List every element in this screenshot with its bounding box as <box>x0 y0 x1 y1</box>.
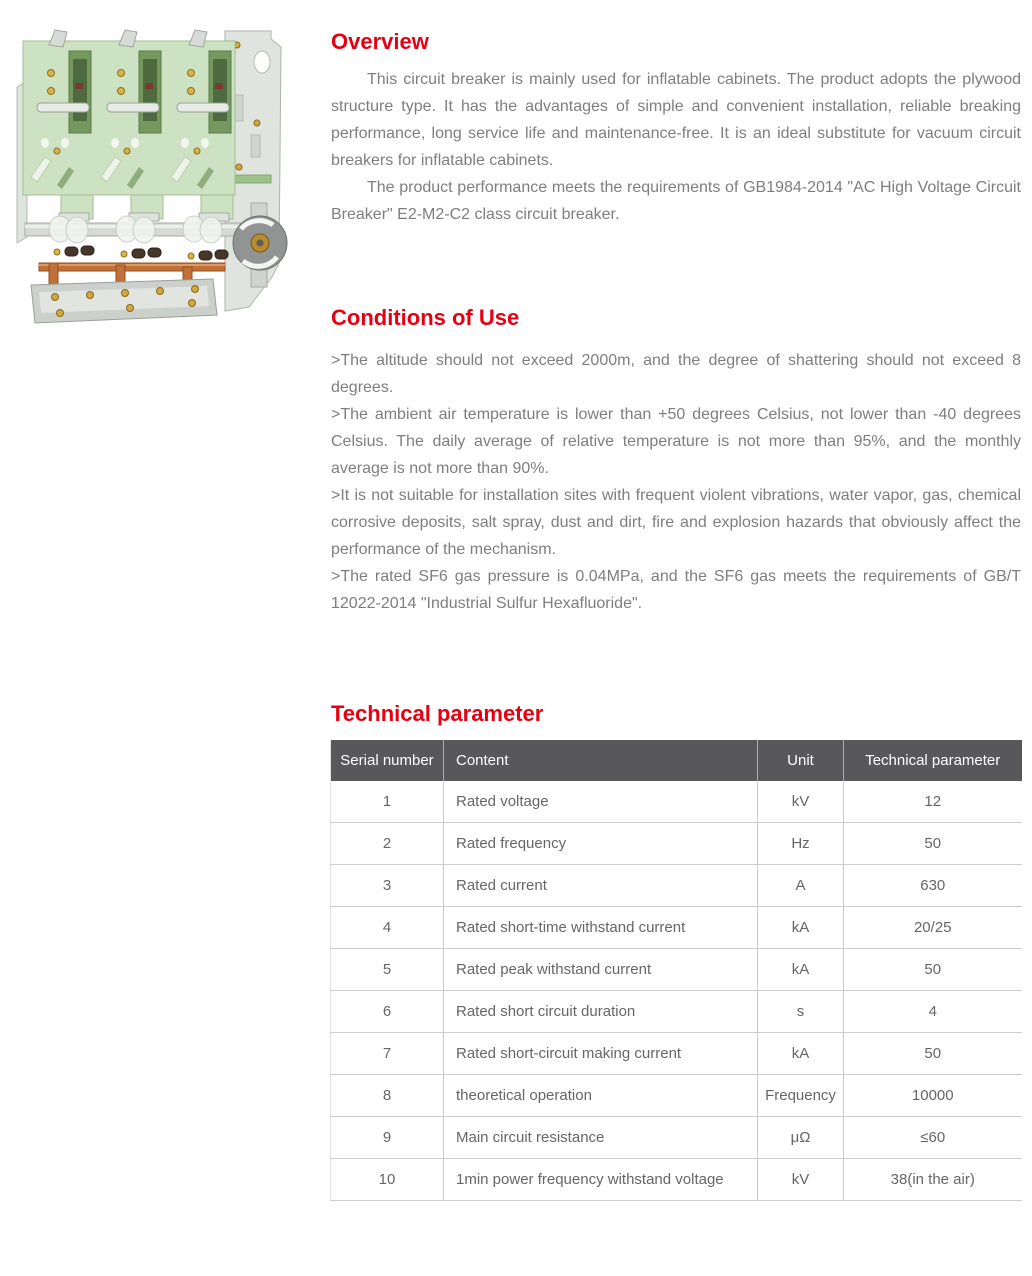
cell-serial: 5 <box>331 949 444 991</box>
overview-heading: Overview <box>331 29 429 54</box>
condition-item: >It is not suitable for installation sites with frequent violent vibrations, water vapor, gas, chemical corrosive deposits, salt spray, dust and dirt, fire and explosion hazards that obviously affect the performance of the mechanism. <box>331 487 1021 558</box>
table-row <box>331 1117 1022 1159</box>
table-row <box>331 865 1022 907</box>
cell-content: Rated short-time withstand current <box>444 907 758 949</box>
table-row <box>331 781 1022 823</box>
table-row <box>331 1159 1022 1201</box>
cell-serial: 8 <box>331 1075 444 1117</box>
cell-serial: 1 <box>331 781 444 823</box>
cell-unit: s <box>758 991 844 1033</box>
cell-parameter: 4 <box>844 991 1022 1033</box>
cell-serial: 7 <box>331 1033 444 1075</box>
cell-unit: kA <box>758 949 844 991</box>
overview-paragraph: This circuit breaker is mainly used for inflatable cabinets. The product adopts the plywood structure type. It has the advantages of simple and convenient installation, reliable breaking performance, long service life and maintenance-free. It is an ideal substitute for vacuum circuit breakers for inflatable cabinets. <box>331 71 1021 169</box>
cell-serial: 4 <box>331 907 444 949</box>
cell-content: Rated frequency <box>444 823 758 865</box>
cell-unit: kV <box>758 781 844 823</box>
product-image <box>13 25 290 330</box>
cell-parameter: 38(in the air) <box>844 1159 1022 1201</box>
base-rail <box>31 279 217 323</box>
cell-parameter: 50 <box>844 1033 1022 1075</box>
cell-content: 1min power frequency withstand voltage <box>444 1159 758 1201</box>
cell-unit: A <box>758 865 844 907</box>
table-row <box>331 907 1022 949</box>
cell-serial: 2 <box>331 823 444 865</box>
cell-unit: μΩ <box>758 1117 844 1159</box>
cell-serial: 3 <box>331 865 444 907</box>
table-row <box>331 991 1022 1033</box>
cell-serial: 10 <box>331 1159 444 1201</box>
cell-content: theoretical operation <box>444 1075 758 1117</box>
table-header-row <box>331 740 1022 781</box>
cell-serial: 9 <box>331 1117 444 1159</box>
cell-parameter: 20/25 <box>844 907 1022 949</box>
cell-unit: kV <box>758 1159 844 1201</box>
cell-content: Rated short circuit duration <box>444 991 758 1033</box>
technical-heading: Technical parameter <box>331 701 544 726</box>
table-row <box>331 1075 1022 1117</box>
green-panel <box>23 41 235 219</box>
table-row <box>331 949 1022 991</box>
conditions-text <box>331 347 1021 617</box>
cell-parameter: ≤60 <box>844 1117 1022 1159</box>
cell-unit: Frequency <box>758 1075 844 1117</box>
circuit-breaker-photo-icon <box>13 25 290 330</box>
cell-parameter: 50 <box>844 823 1022 865</box>
cell-serial: 6 <box>331 991 444 1033</box>
column-header-parameter: Technical parameter <box>844 740 1022 781</box>
condition-item: >The rated SF6 gas pressure is 0.04MPa, and the SF6 gas meets the requirements of GB/T 12022-2014 "Industrial Sulfur Hexafluoride". <box>331 568 1021 612</box>
condition-item: >The altitude should not exceed 2000m, and the degree of shattering should not exceed 8 degrees. <box>331 352 1021 396</box>
overview-text <box>331 66 1021 228</box>
contact-cylinders <box>54 246 228 260</box>
cell-parameter: 50 <box>844 949 1022 991</box>
conditions-heading: Conditions of Use <box>331 305 520 330</box>
cell-parameter: 630 <box>844 865 1022 907</box>
column-header-unit: Unit <box>758 740 844 781</box>
cell-content: Rated short-circuit making current <box>444 1033 758 1075</box>
condition-item: >The ambient air temperature is lower than +50 degrees Celsius, not lower than -40 degrees Celsius. The daily average of relative temperature is not more than 95%, and the monthly average is not more than 90%. <box>331 406 1021 477</box>
column-header-content: Content <box>444 740 758 781</box>
cell-parameter: 10000 <box>844 1075 1022 1117</box>
table-row <box>331 823 1022 865</box>
overview-paragraph: The product performance meets the requirements of GB1984-2014 "AC High Voltage Circuit Breaker" E2-M2-C2 class circuit breaker. <box>331 179 1021 223</box>
cell-unit: Hz <box>758 823 844 865</box>
cell-parameter: 12 <box>844 781 1022 823</box>
column-header-serial: Serial number <box>331 740 444 781</box>
cell-content: Rated peak withstand current <box>444 949 758 991</box>
table-row <box>331 1033 1022 1075</box>
cell-unit: kA <box>758 907 844 949</box>
technical-parameter-table <box>330 740 1022 1201</box>
cell-unit: kA <box>758 1033 844 1075</box>
cell-content: Main circuit resistance <box>444 1117 758 1159</box>
cell-content: Rated current <box>444 865 758 907</box>
cell-content: Rated voltage <box>444 781 758 823</box>
